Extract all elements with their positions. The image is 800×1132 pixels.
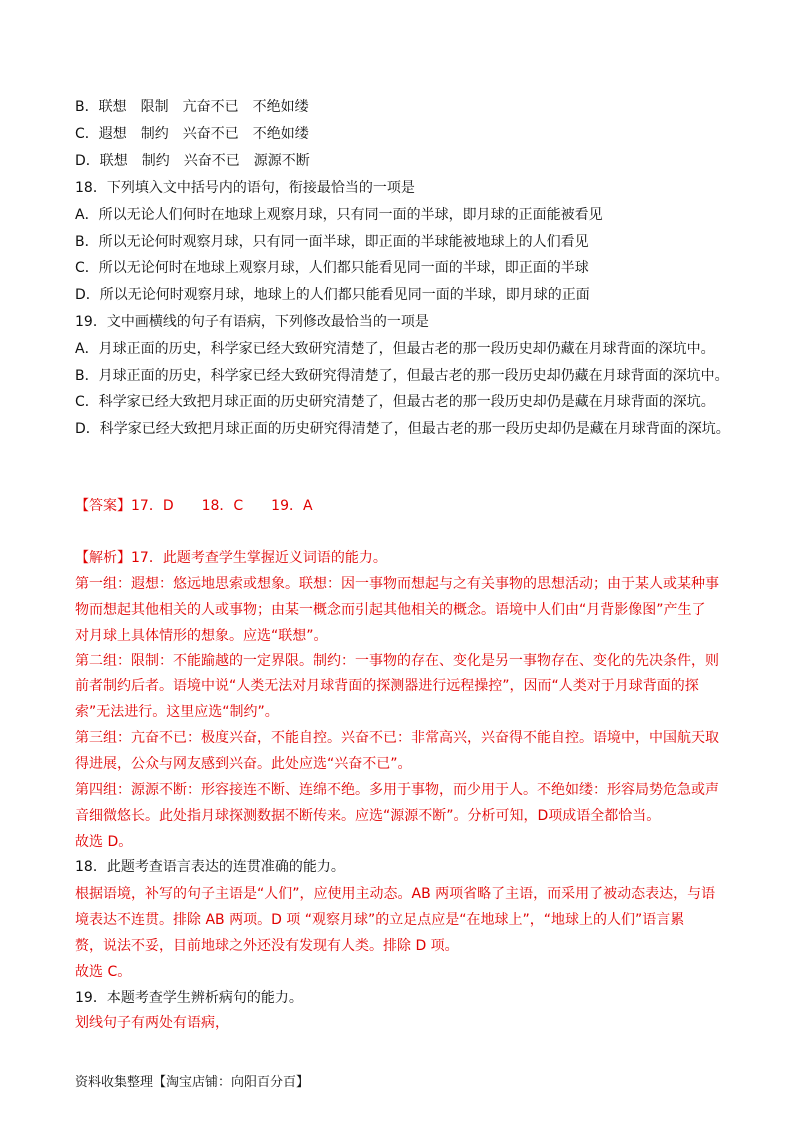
q19-option-d: D．科学家已经大致把月球正面的历史研究得清楚了，但最古老的那一段历史却仍是藏在月球背面的深坑。 <box>75 421 730 437</box>
q17-option-c: C．遐想 制约 兴奋不已 不绝如缕 <box>75 126 309 142</box>
analysis-label: 【解析】 <box>75 550 131 566</box>
answer-text: 17．D 18．C 19．A <box>131 498 313 514</box>
analysis-line: 音细微悠长。此处指月球探测数据不断传来。应选“源源不断”。分析可知，D项成语全都恰当。 <box>75 808 661 824</box>
answer-line <box>75 496 735 516</box>
analysis-q18-head: 18．此题考查语言表达的连贯准确的能力。 <box>75 859 345 875</box>
q18-option-b: B．所以无论何时观察月球，只有同一面半球，即正面的半球能被地球上的人们看见 <box>75 234 589 250</box>
analysis-line: 第四组：源源不断：形容接连不断、连绵不绝。多用于事物，而少用于人。不绝如缕：形容局势危急或声 <box>75 782 719 798</box>
q19-option-a: A．月球正面的历史，科学家已经大致研究清楚了，但最古老的那一段历史却仍藏在月球背面的深坑中。 <box>75 341 715 357</box>
analysis-line: 根据语境，补写的句子主语是“人们”，应使用主动态。AB 两项省略了主语，而采用了被动态表达，与语 <box>75 886 716 902</box>
q17-option-d: D．联想 制约 兴奋不已 源源不断 <box>75 153 310 169</box>
q19-stem: 19．文中画横线的句子有语病，下列修改最恰当的一项是 <box>75 314 429 330</box>
q19-option-c: C．科学家已经大致把月球正面的历史研究清楚了，但最古老的那一段历史却仍是藏在月球背面的深坑。 <box>75 394 715 410</box>
analysis-line: 第一组：遐想：悠远地思索或想象。联想：因一事物而想起与之有关事物的思想活动；由于某人或某种事 <box>75 576 719 592</box>
analysis-line: 划线句子有两处有语病， <box>75 1015 229 1031</box>
analysis-line: 赘，说法不妥，目前地球之外还没有发现有人类。排除 D 项。 <box>75 938 459 954</box>
analysis-line: 索”无法进行。这里应选“制约”。 <box>75 704 279 720</box>
analysis-q17-head: 17．此题考查学生掌握近义词语的能力。 <box>131 550 387 566</box>
analysis-line: 对月球上具体情形的想象。应选“联想”。 <box>75 628 328 644</box>
answer-label: 【答案】 <box>75 498 131 514</box>
analysis-conclusion-q18: 故选 C。 <box>75 964 132 980</box>
analysis-conclusion-q17: 故选 D。 <box>75 834 133 850</box>
q18-option-c: C．所以无论何时在地球上观察月球，人们都只能看见同一面的半球，即正面的半球 <box>75 260 589 276</box>
analysis-line: 第三组：亢奋不已：极度兴奋，不能自控。兴奋不已：非常高兴，兴奋得不能自控。语境中，中国航天取 <box>75 730 719 746</box>
q18-option-a: A．所以无论人们何时在地球上观察月球，只有同一面的半球，即月球的正面能被看见 <box>75 207 603 223</box>
q18-stem: 18．下列填入文中括号内的语句，衔接最恰当的一项是 <box>75 180 415 196</box>
analysis-line: 第二组：限制：不能踰越的一定界限。制约：一事物的存在、变化是另一事物存在、变化的先决条件，则 <box>75 653 719 669</box>
analysis-q19-head: 19．本题考查学生辨析病句的能力。 <box>75 990 303 1006</box>
analysis-line: 前者制约后者。语境中说“人类无法对月球背面的探测器进行远程操控”，因而“人类对于月球背面的探 <box>75 678 699 694</box>
analysis-line: 物而想起其他相关的人或事物；由某一概念而引起其他相关的概念。语境中人们由“月背影像图”产生了 <box>75 602 706 618</box>
q18-option-d: D．所以无论何时观察月球，地球上的人们都只能看见同一面的半球，即月球的正面 <box>75 287 590 303</box>
analysis-line: 境表达不连贯。排除 AB 两项。D 项 “观察月球”的立足点应是“在地球上”，“地球上的人们”语言累 <box>75 912 685 928</box>
q17-option-b: B．联想 限制 亢奋不已 不绝如缕 <box>75 99 309 115</box>
q19-option-b: B．月球正面的历史，科学家已经大致研究得清楚了，但最古老的那一段历史却仍藏在月球背面的深坑中。 <box>75 368 729 384</box>
page-footer: 资料收集整理【淘宝店铺：向阳百分百】 <box>75 1075 310 1090</box>
analysis-first-line <box>75 548 735 568</box>
analysis-line: 得进展，公众与网友感到兴奋。此处应选“兴奋不已”。 <box>75 756 412 772</box>
